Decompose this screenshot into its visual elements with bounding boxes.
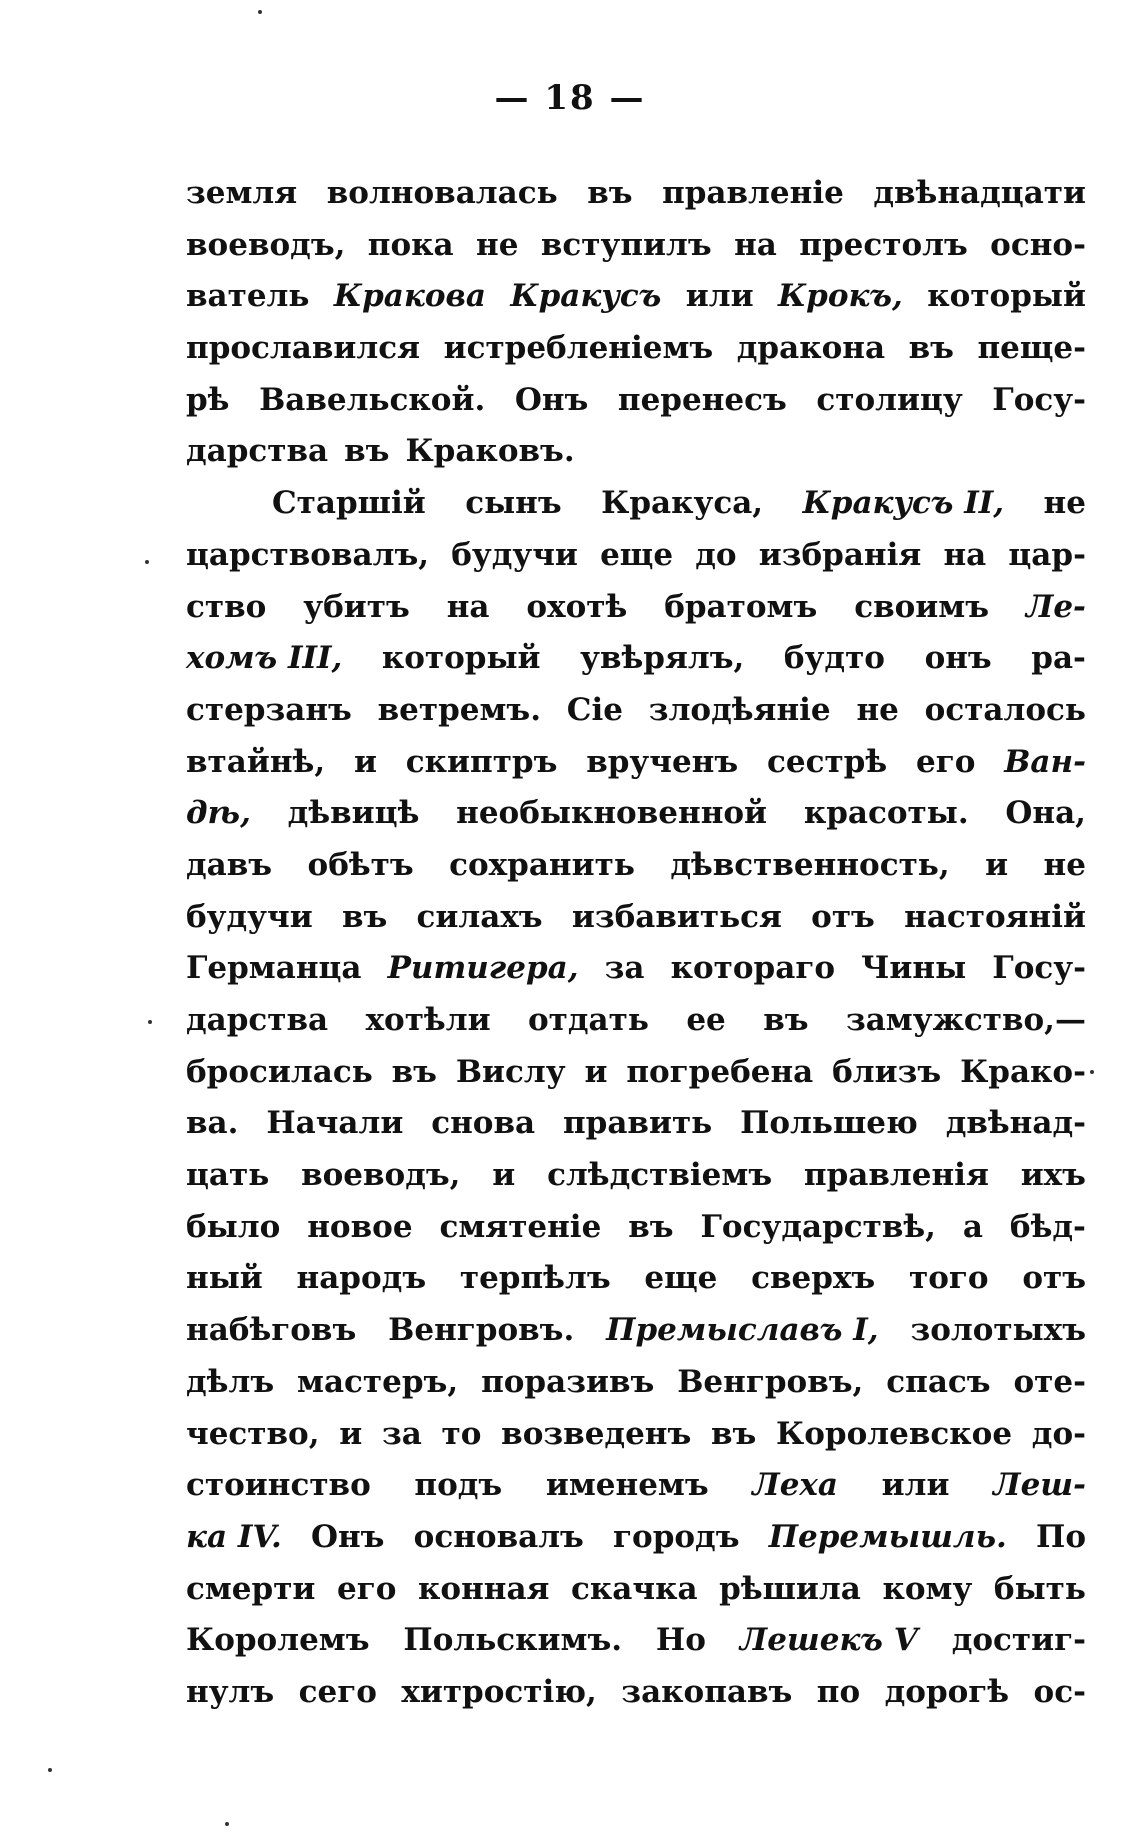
text-line <box>186 271 1086 323</box>
word: мастеръ, <box>297 1363 459 1400</box>
word: силахъ <box>416 898 543 935</box>
word: столицу <box>816 381 963 418</box>
text-line <box>186 323 1086 375</box>
word: рѣшила <box>719 1570 861 1607</box>
text-line <box>186 426 1086 478</box>
text-line <box>186 943 1086 995</box>
word: прославился <box>186 330 421 367</box>
word: Королевское <box>776 1415 1013 1452</box>
word: воеводъ, <box>301 1157 461 1194</box>
word: ватель <box>186 278 310 315</box>
body-text <box>186 168 1086 1719</box>
text-line <box>186 375 1086 427</box>
word: рѣ <box>186 381 230 418</box>
word: дѣлъ <box>186 1363 275 1400</box>
text-line <box>186 1357 1086 1409</box>
word: земля <box>186 175 298 211</box>
word: избавиться <box>571 898 782 935</box>
word: ветремъ. <box>377 691 541 728</box>
word: цать <box>186 1157 270 1194</box>
word: Кракусъ <box>510 278 662 315</box>
word: золотыхъ <box>910 1312 1086 1349</box>
word: еще <box>600 536 674 573</box>
word: дарства <box>186 433 329 470</box>
word: осно- <box>990 226 1086 263</box>
word: близъ <box>832 1053 942 1090</box>
word: настояній <box>904 898 1086 935</box>
word: Леха <box>752 1467 839 1504</box>
word: дѣвственность, <box>670 846 950 883</box>
word: набѣговъ <box>186 1312 357 1349</box>
word: возведенъ <box>501 1415 692 1452</box>
word: избранія <box>758 536 922 573</box>
word: городъ <box>613 1518 740 1555</box>
text-line <box>186 1667 1086 1719</box>
word: Чины <box>861 950 967 987</box>
text-line <box>186 892 1086 944</box>
word: бѣд- <box>1009 1208 1086 1245</box>
word: погребена <box>626 1053 814 1090</box>
word: необыкновенной <box>456 795 768 832</box>
word: дѣ, <box>186 795 251 832</box>
word: въ <box>628 1208 674 1245</box>
word: на <box>446 588 490 625</box>
word: воеводъ, <box>186 226 346 263</box>
word: Перемышль. <box>768 1518 1007 1555</box>
word: быть <box>993 1570 1086 1607</box>
word: Краковъ. <box>405 433 575 470</box>
word: онъ <box>924 640 992 677</box>
text-line <box>186 633 1086 685</box>
text-line <box>186 788 1086 840</box>
word: сестрѣ <box>766 743 888 780</box>
word: сверхъ <box>751 1260 876 1297</box>
scan-speck <box>148 1020 152 1024</box>
word: не <box>1043 485 1086 522</box>
word: Кракуса, <box>601 485 764 522</box>
word: и <box>985 846 1009 883</box>
word: въ <box>763 1002 809 1038</box>
word: Лешекъ V <box>739 1622 918 1659</box>
word: стерзанъ <box>186 691 352 728</box>
word: или <box>685 278 754 315</box>
word: поразивъ <box>481 1363 655 1400</box>
word: своимъ <box>854 588 989 625</box>
word: цар- <box>1008 536 1086 573</box>
word: его <box>915 743 976 780</box>
word: и <box>492 1157 516 1194</box>
word: еще <box>644 1260 718 1297</box>
word: ный <box>186 1260 263 1297</box>
word: оте- <box>1013 1363 1086 1400</box>
word: Сіе <box>566 691 623 728</box>
word: въ <box>341 898 388 935</box>
word: или <box>881 1467 950 1504</box>
word: подъ <box>414 1467 503 1504</box>
text-line <box>186 168 1086 220</box>
word: будучи <box>186 898 313 935</box>
text-line <box>186 840 1086 892</box>
word: Крако- <box>960 1053 1086 1090</box>
word: дракона <box>736 330 886 367</box>
text-line <box>186 685 1086 737</box>
word: въ <box>344 433 390 470</box>
word: за <box>381 1415 422 1452</box>
word: Премыславъ I, <box>606 1312 879 1349</box>
word: истребленіемъ <box>443 330 714 367</box>
word: въ <box>908 330 954 367</box>
word: Начали <box>266 1105 404 1142</box>
word: хотѣли <box>365 1002 491 1038</box>
word: Германца <box>186 950 362 987</box>
word: въ <box>587 175 633 211</box>
word: пеще- <box>977 330 1086 367</box>
word: увѣрялъ, <box>580 640 745 677</box>
text-line <box>186 1460 1086 1512</box>
word: не <box>1043 846 1086 883</box>
word: было <box>186 1208 281 1245</box>
word: Вавельской. <box>259 381 486 418</box>
word: дарства <box>186 1002 329 1038</box>
word: отъ <box>1022 1260 1086 1297</box>
word: правленія <box>803 1157 989 1194</box>
word: стоинство <box>186 1467 371 1504</box>
word: двѣнадцати <box>873 175 1086 211</box>
text-line <box>186 995 1086 1047</box>
text-line <box>186 1253 1086 1305</box>
text-line <box>186 1564 1086 1616</box>
word: въ <box>711 1415 757 1452</box>
word: обѣтъ <box>307 846 414 883</box>
word: ва. <box>186 1105 239 1142</box>
word: котораго <box>670 950 835 987</box>
word: Онъ <box>310 1518 385 1555</box>
word: двѣнад- <box>945 1105 1086 1142</box>
word: сохранить <box>449 846 635 883</box>
word: кому <box>882 1570 973 1607</box>
word: Онъ <box>514 381 589 418</box>
word: Крокъ, <box>777 278 903 315</box>
word: перенесъ <box>617 381 787 418</box>
word: а <box>962 1208 983 1245</box>
word: братомъ <box>664 588 818 625</box>
word: Польскимъ. <box>403 1622 623 1659</box>
word: правленіе <box>662 175 844 211</box>
word: Польшею <box>740 1105 918 1142</box>
word: замужство,— <box>845 1002 1086 1038</box>
text-line <box>186 1098 1086 1150</box>
word: до- <box>1031 1415 1086 1452</box>
word: Венгровъ, <box>677 1363 864 1400</box>
text-line <box>186 530 1086 582</box>
word: терпѣлъ <box>459 1260 611 1297</box>
word: ос- <box>1033 1673 1086 1710</box>
word: дорогѣ <box>884 1673 1010 1710</box>
word: то <box>441 1415 482 1452</box>
word: и <box>353 743 377 780</box>
text-line <box>186 737 1086 789</box>
word: Государствѣ, <box>700 1208 936 1245</box>
word: давъ <box>186 846 273 883</box>
word: именемъ <box>545 1467 709 1504</box>
word: который <box>381 640 541 677</box>
scan-speck <box>258 10 262 14</box>
word: ство <box>186 588 267 625</box>
word: отъ <box>811 898 875 935</box>
word: на <box>734 226 777 263</box>
word: красоты. <box>803 795 969 832</box>
scan-speck <box>145 560 149 564</box>
word: отдать <box>528 1002 649 1038</box>
word: Кракова <box>333 278 486 315</box>
word: не <box>476 226 519 263</box>
word: сего <box>298 1673 377 1710</box>
word: Ритигера, <box>387 950 579 987</box>
text-line <box>186 582 1086 634</box>
word: за <box>604 950 645 987</box>
word: конная <box>418 1570 550 1607</box>
text-line <box>186 220 1086 272</box>
word: который <box>927 278 1086 315</box>
word: въ <box>391 1053 437 1090</box>
text-line <box>186 1409 1086 1461</box>
word: будучи <box>451 536 578 573</box>
word: слѣдствіемъ <box>547 1157 773 1194</box>
word: хитростію, <box>401 1673 597 1710</box>
word: убитъ <box>303 588 410 625</box>
word: не <box>856 691 899 728</box>
scan-speck <box>1090 1070 1094 1074</box>
word: вступилъ <box>540 226 712 263</box>
word: ее <box>686 1002 726 1038</box>
word: осталось <box>924 691 1086 728</box>
word: царствовалъ, <box>186 536 430 573</box>
text-line <box>186 1047 1086 1099</box>
word: нулъ <box>186 1673 275 1710</box>
word: ихъ <box>1020 1157 1086 1194</box>
scan-speck <box>48 1768 52 1772</box>
word: снова <box>431 1105 536 1142</box>
word: и <box>339 1415 363 1452</box>
word: бросилась <box>186 1053 373 1090</box>
word: того <box>908 1260 989 1297</box>
word: врученъ <box>586 743 739 780</box>
word: достиг- <box>951 1622 1086 1659</box>
text-line <box>186 1150 1086 1202</box>
word: Старшій <box>272 485 426 522</box>
word: народъ <box>296 1260 427 1297</box>
word: Госу- <box>992 381 1086 418</box>
word: ра- <box>1031 640 1086 677</box>
word: Но <box>655 1622 706 1659</box>
word: волновалась <box>326 175 558 211</box>
word: пока <box>367 226 454 263</box>
word: втайнѣ, <box>186 743 326 780</box>
word: чество, <box>186 1415 320 1452</box>
word: скачка <box>571 1570 698 1607</box>
word: дѣвицѣ <box>287 795 420 832</box>
word: закопавъ <box>621 1673 793 1710</box>
word: Госу- <box>992 950 1086 987</box>
text-line <box>186 478 1086 530</box>
word: Венгровъ. <box>388 1312 575 1349</box>
scan-speck <box>225 1822 229 1826</box>
word: смятеніе <box>439 1208 602 1245</box>
word: на <box>943 536 987 573</box>
word: Ле- <box>1025 588 1086 625</box>
word: По <box>1036 1518 1086 1555</box>
word: престолъ <box>799 226 968 263</box>
word: сынъ <box>465 485 562 522</box>
word: будто <box>783 640 885 677</box>
text-line <box>186 1202 1086 1254</box>
text-line <box>186 1615 1086 1667</box>
word: основалъ <box>413 1518 584 1555</box>
word: и <box>584 1053 608 1090</box>
word: Вислу <box>455 1053 566 1090</box>
word: охотѣ <box>526 588 628 625</box>
word: править <box>562 1105 713 1142</box>
text-line <box>186 1512 1086 1564</box>
word: Она, <box>1005 795 1086 832</box>
word: спасъ <box>886 1363 991 1400</box>
word: новое <box>307 1208 413 1245</box>
page-number: — 18 — <box>494 78 646 118</box>
word: скиптръ <box>405 743 558 780</box>
word: Кракусъ II, <box>802 485 1005 522</box>
word: смерти <box>186 1570 316 1607</box>
word: его <box>337 1570 397 1607</box>
word: злодѣяніе <box>648 691 831 728</box>
word: ка IV. <box>186 1518 282 1555</box>
word: Ван- <box>1004 743 1086 780</box>
word: Королемъ <box>186 1622 370 1659</box>
word: до <box>695 536 737 573</box>
word: Леш- <box>993 1467 1086 1504</box>
word: по <box>816 1673 861 1710</box>
word: хомъ III, <box>186 640 343 677</box>
text-line <box>186 1305 1086 1357</box>
